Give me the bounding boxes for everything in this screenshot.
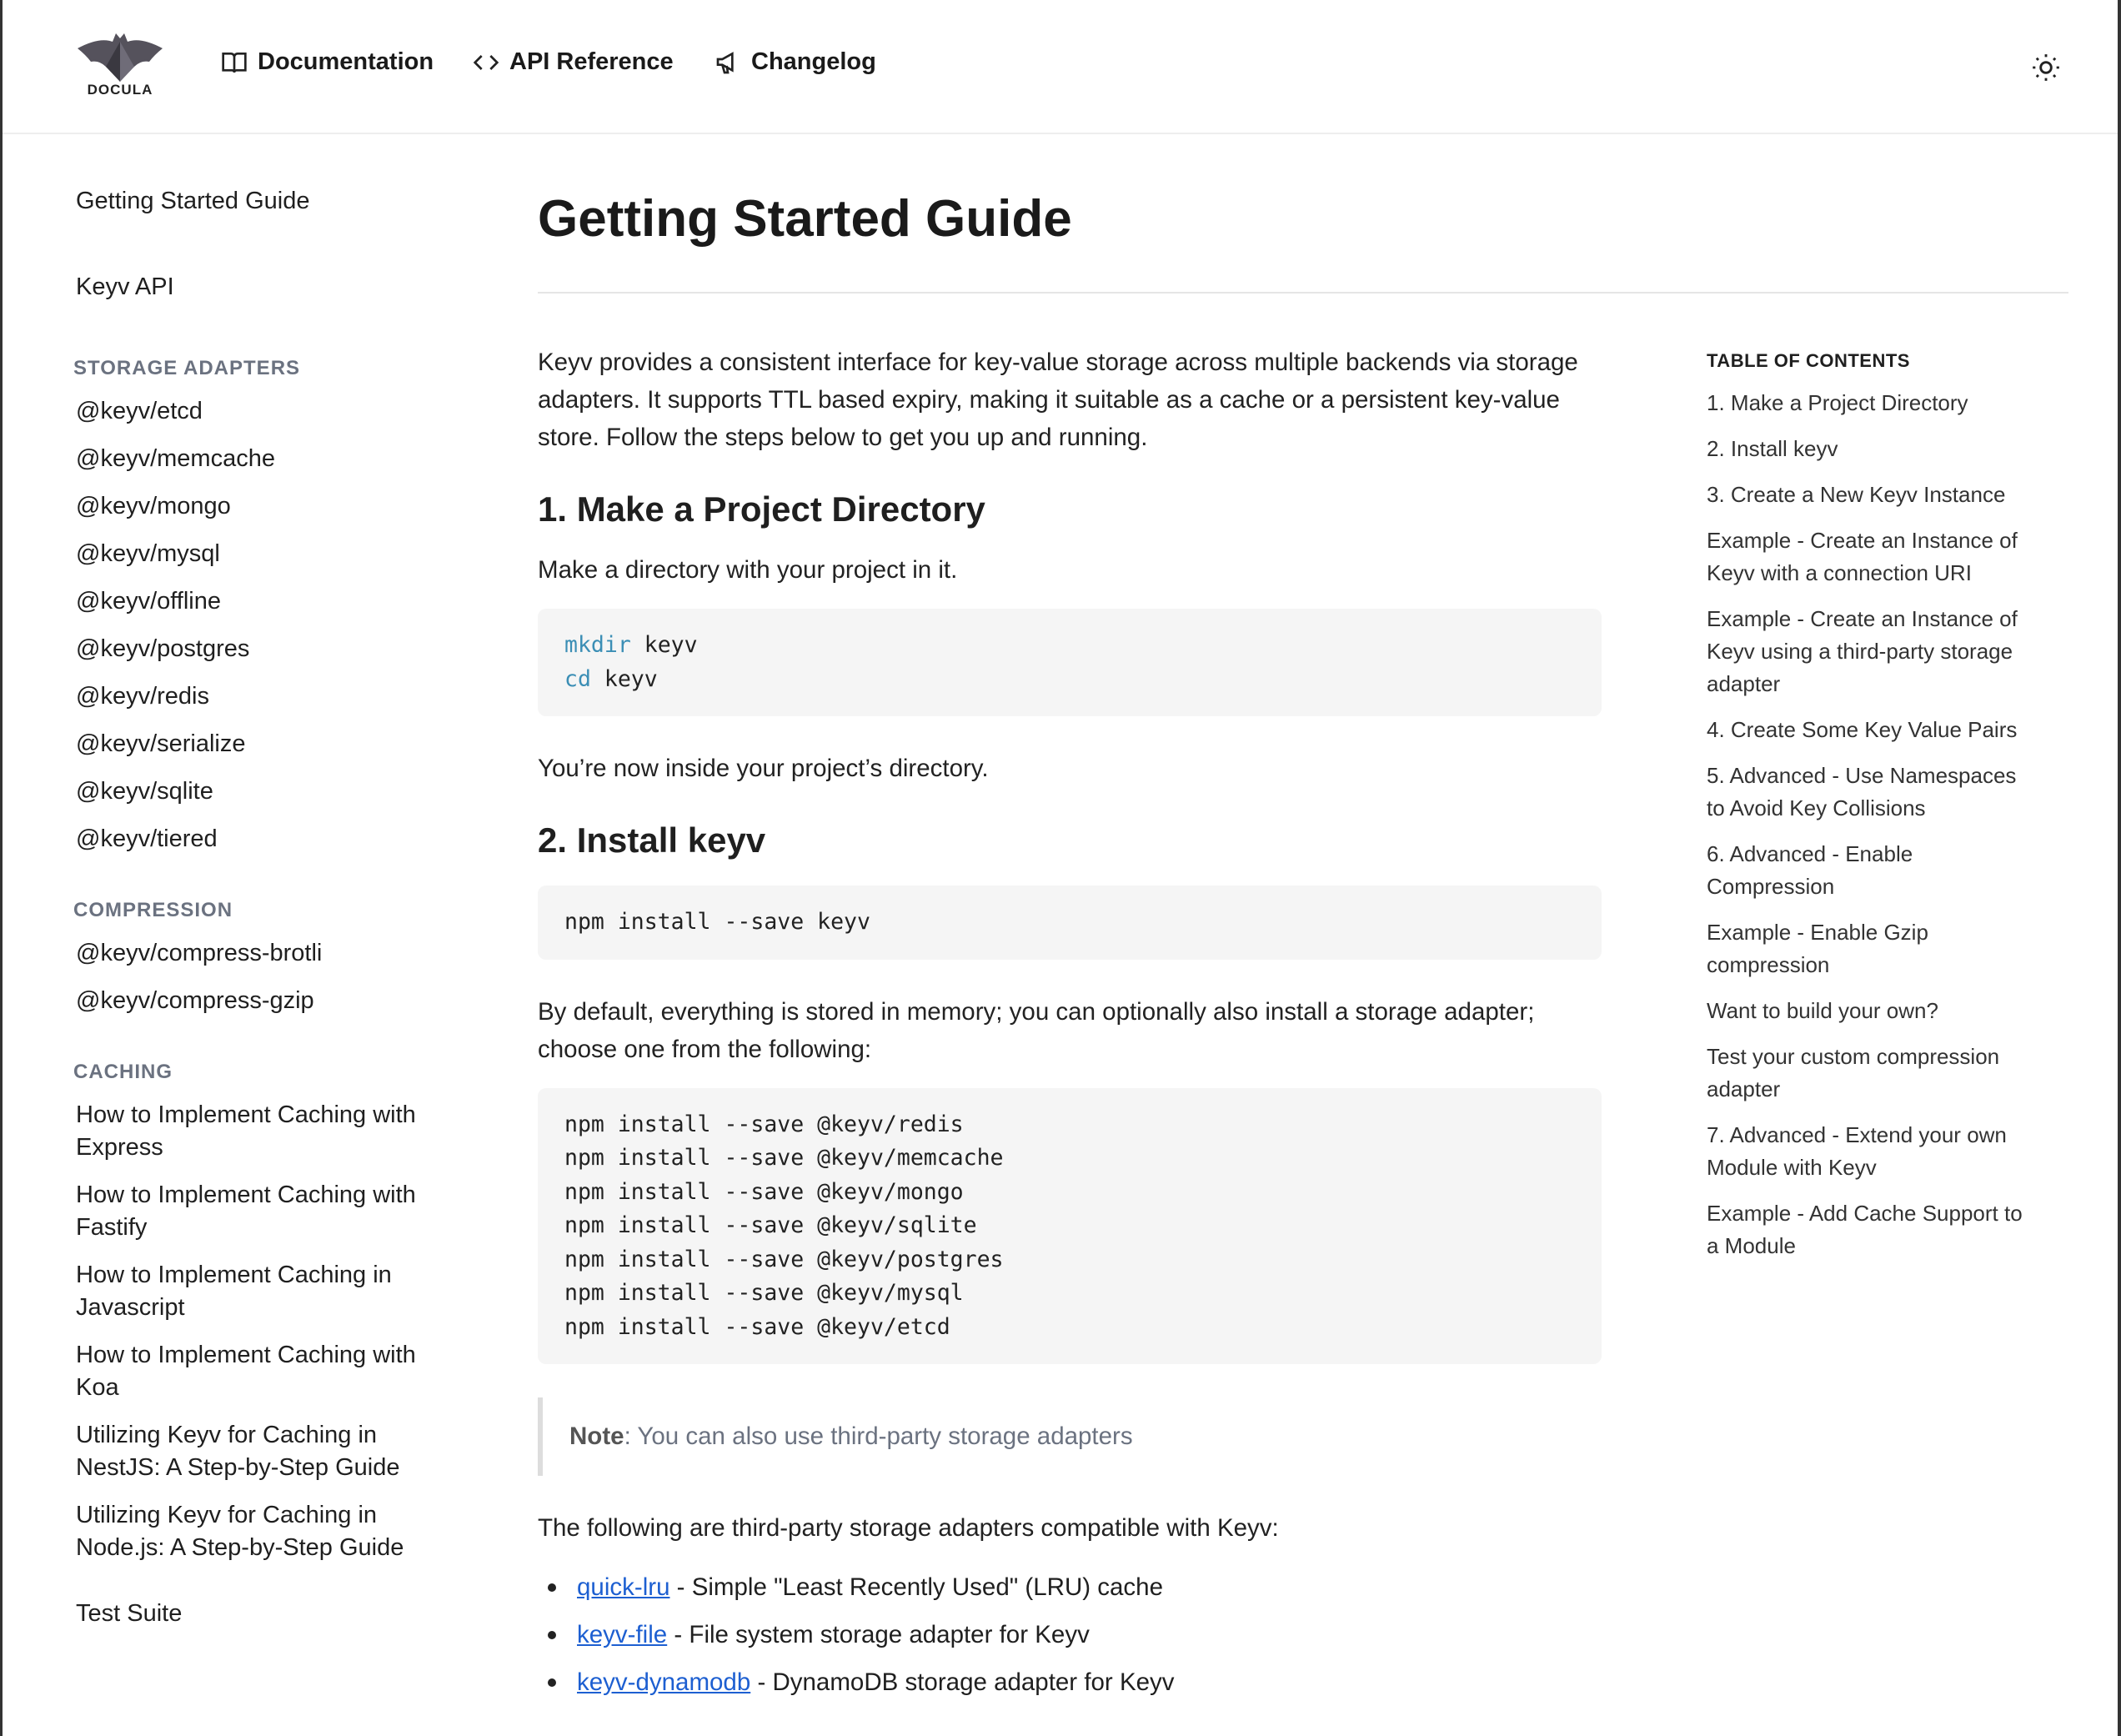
link-keyv-dynamodb[interactable]: keyv-dynamodb xyxy=(577,1668,751,1696)
sidebar-section-title: COMPRESSION xyxy=(73,899,233,921)
table-of-contents xyxy=(1707,350,2040,1276)
page-title: Getting Started Guide xyxy=(538,190,1072,248)
list-item xyxy=(538,1563,1602,1611)
sidebar-item[interactable]: @keyv/mongo xyxy=(76,493,231,519)
sidebar-item[interactable]: @keyv/mysql xyxy=(76,540,220,567)
book-icon xyxy=(221,49,248,76)
list-item-desc: - File system storage adapter for Keyv xyxy=(667,1621,1090,1648)
toc-item[interactable]: 5. Advanced - Use Namespaces to Avoid Key Collisions xyxy=(1707,763,2017,820)
heading-step1: 1. Make a Project Directory xyxy=(538,489,985,529)
note-text: : You can also use third-party storage adapters xyxy=(624,1422,1133,1450)
list-item xyxy=(538,1611,1602,1658)
sidebar-item[interactable]: How to Implement Caching with Express xyxy=(76,1101,416,1161)
toc-item[interactable]: 2. Install keyv xyxy=(1707,436,1838,461)
code-keyword: mkdir xyxy=(564,632,631,658)
third-party-intro: The following are third-party storage adapters compatible with Keyv: xyxy=(538,1514,1279,1542)
toc-item[interactable]: Example - Enable Gzip compression xyxy=(1707,920,1928,977)
sidebar-section-caching xyxy=(73,1061,443,1564)
step1-text: Make a directory with your project in it. xyxy=(538,556,958,584)
intro-paragraph: Keyv provides a consistent interface for key-value storage across multiple backends via storage adapters. It supports TTL based expiry, making it suitable as a cache or a persistent key-value store. Follow the steps below to get you up and running. xyxy=(538,349,1578,451)
divider xyxy=(538,292,2068,294)
toc-item[interactable]: 1. Make a Project Directory xyxy=(1707,390,1968,415)
toc-item[interactable]: Example - Create an Instance of Keyv using a third-party storage adapter xyxy=(1707,606,2018,696)
sun-icon[interactable] xyxy=(2030,52,2062,83)
sidebar-item[interactable]: @keyv/tiered xyxy=(76,825,218,852)
sidebar-item[interactable]: @keyv/compress-gzip xyxy=(76,987,314,1014)
sidebar-item[interactable]: @keyv/compress-brotli xyxy=(76,940,323,966)
code-icon xyxy=(473,49,499,76)
sidebar-item-test-suite[interactable]: Test Suite xyxy=(76,1600,183,1627)
after-step1-text: You’re now inside your project’s directory. xyxy=(538,755,989,782)
third-party-list xyxy=(538,1563,1602,1706)
sidebar-item[interactable]: @keyv/etcd xyxy=(76,398,203,424)
list-item-desc: - DynamoDB storage adapter for Keyv xyxy=(750,1668,1175,1696)
toc-title: TABLE OF CONTENTS xyxy=(1707,350,1910,371)
link-quick-lru[interactable]: quick-lru xyxy=(577,1573,670,1601)
sidebar-item[interactable]: Utilizing Keyv for Caching in Node.js: A Step-by-Step Guide xyxy=(76,1502,404,1561)
code-block-adapters: npm install --save @keyv/redis npm install --save @keyv/memcache npm install --save @keyv/mongo npm install --save @keyv/sqlite npm install --save @keyv/postgres npm install --save @keyv/mysql npm install --save @keyv/etcd xyxy=(538,1088,1602,1365)
toc-item[interactable]: 6. Advanced - Enable Compression xyxy=(1707,841,1913,899)
toc-item[interactable]: 3. Create a New Keyv Instance xyxy=(1707,482,2006,507)
sidebar-item[interactable]: @keyv/postgres xyxy=(76,635,250,662)
sidebar-item[interactable]: Utilizing Keyv for Caching in NestJS: A Step-by-Step Guide xyxy=(76,1422,400,1481)
bat-logo-icon xyxy=(74,30,166,83)
toc-item[interactable]: Test your custom compression adapter xyxy=(1707,1044,2000,1101)
code-block-mkdir xyxy=(538,609,1602,716)
sidebar-item[interactable]: @keyv/serialize xyxy=(76,730,246,757)
code-text: keyv xyxy=(630,632,698,658)
toc-item[interactable]: Want to build your own? xyxy=(1707,998,1938,1023)
sidebar-item[interactable]: @keyv/redis xyxy=(76,683,209,710)
sidebar-item[interactable]: How to Implement Caching with Fastify xyxy=(76,1182,416,1241)
toc-item[interactable]: Example - Add Cache Support to a Module xyxy=(1707,1201,2023,1258)
sidebar-item[interactable]: How to Implement Caching in Javascript xyxy=(76,1262,392,1321)
sidebar-section-compression xyxy=(73,899,443,1017)
site-header xyxy=(3,0,2118,134)
heading-step2: 2. Install keyv xyxy=(538,820,766,860)
sidebar-item-getting-started[interactable]: Getting Started Guide xyxy=(76,188,310,214)
sidebar-item-keyv-api[interactable]: Keyv API xyxy=(76,273,174,300)
note-blockquote xyxy=(538,1397,1602,1476)
link-keyv-file[interactable]: keyv-file xyxy=(577,1621,668,1648)
nav-label: Documentation xyxy=(258,48,434,75)
toc-item[interactable]: 7. Advanced - Extend your own Module with Keyv xyxy=(1707,1122,2007,1180)
sidebar-item[interactable]: @keyv/offline xyxy=(76,588,221,615)
nav-api-reference[interactable] xyxy=(473,48,674,76)
sidebar-item[interactable]: @keyv/memcache xyxy=(76,445,275,472)
sidebar-section-title: STORAGE ADAPTERS xyxy=(73,357,301,379)
code-block-install: npm install --save keyv xyxy=(538,886,1602,960)
sidebar xyxy=(73,185,443,1630)
docula-logo[interactable] xyxy=(74,30,166,100)
list-item-desc: - Simple "Least Recently Used" (LRU) cache xyxy=(669,1573,1163,1601)
toc-item[interactable]: Example - Create an Instance of Keyv with a connection URI xyxy=(1707,528,2018,585)
nav-label: Changelog xyxy=(751,48,876,75)
sidebar-section-title: CACHING xyxy=(73,1061,173,1083)
list-item xyxy=(538,1658,1602,1706)
toc-item[interactable]: 4. Create Some Key Value Pairs xyxy=(1707,717,2018,742)
logo-text: DOCULA xyxy=(87,82,153,98)
note-label: Note xyxy=(569,1422,624,1450)
sidebar-section-storage-adapters xyxy=(73,357,443,855)
step2-text: By default, everything is stored in memory; you can optionally also install a storage adapter; choose one from the following: xyxy=(538,997,1535,1063)
nav-documentation[interactable] xyxy=(221,48,434,76)
code-text: keyv xyxy=(590,665,658,692)
sidebar-item[interactable]: How to Implement Caching with Koa xyxy=(76,1342,416,1401)
sidebar-item[interactable]: @keyv/sqlite xyxy=(76,778,213,805)
megaphone-icon xyxy=(715,49,741,76)
nav-changelog[interactable] xyxy=(715,48,876,76)
code-keyword: cd xyxy=(564,665,591,692)
nav-label: API Reference xyxy=(509,48,674,75)
